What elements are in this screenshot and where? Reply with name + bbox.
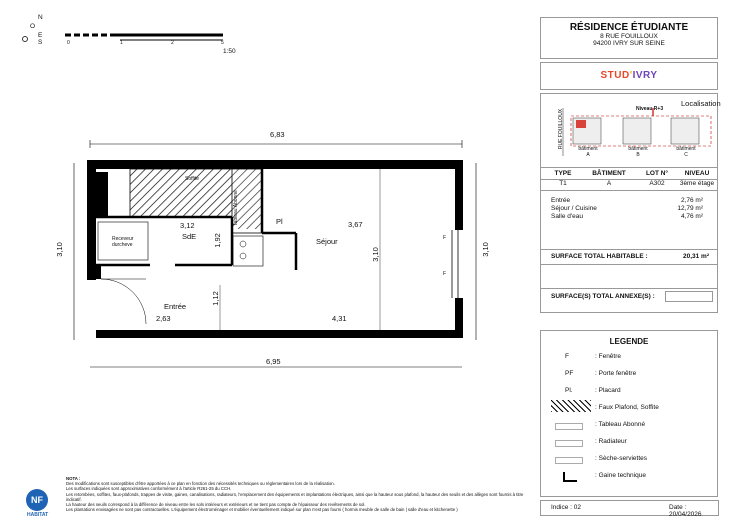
dim-entree-height: 1,12: [210, 291, 220, 306]
date: Date : 20/04/2026: [669, 504, 702, 518]
legend-label: : Placard: [595, 387, 621, 394]
dim-bottom: 6,95: [266, 357, 281, 366]
placard-icon: Pl.: [565, 387, 573, 394]
scale-tick: 5: [221, 40, 224, 46]
gaine-swatch: [563, 472, 577, 482]
legend-item: [551, 353, 711, 365]
legend-item: [551, 472, 711, 484]
compass-s: S: [38, 39, 43, 46]
scale-tick: 1: [120, 40, 123, 46]
window-mark: F: [443, 235, 447, 241]
dim-entree-width: 2,63: [156, 314, 171, 323]
dim-sde-height: 1,92: [212, 233, 222, 248]
scale-tick: 2: [171, 40, 174, 46]
legend-item: [551, 387, 711, 399]
legend-label: : Fenêtre: [595, 353, 622, 360]
localisation-title: Localisation: [681, 99, 721, 108]
brand-box: [540, 62, 718, 90]
legend-item: [551, 404, 711, 416]
compass-o: O: [30, 23, 36, 30]
legend-item: [551, 421, 711, 433]
building-c: bâtiment C: [676, 146, 696, 158]
room-row: Séjour / Cuisine 12,79 m²: [551, 205, 703, 212]
level-label: Niveau R+3: [636, 106, 664, 112]
compass-e: E: [38, 32, 43, 39]
header-box: [540, 17, 718, 59]
brand-prefix: STUD: [600, 70, 630, 81]
legend-label: : Gaine technique: [595, 472, 646, 479]
legend-item: [551, 370, 711, 382]
annex-value-box: [665, 291, 713, 302]
tableau-label: Tableau Abonné: [232, 190, 239, 226]
room-sde: SdE: [182, 232, 197, 241]
lot-box: [540, 93, 721, 313]
legend-swatch: [555, 423, 583, 430]
address-line-2: 94200 IVRY SUR SEINE: [593, 40, 665, 47]
legend-label: : Sèche-serviettes: [595, 455, 648, 462]
total-habitable: SURFACE TOTAL HABITABLE : 20,31 m²: [541, 249, 717, 265]
fenetre-icon: F: [565, 353, 569, 360]
footer-notes: NOTA : Des modifications sont susceptibles d'être apportées à ce plan en fonction des nécessités techniques ou réglementaires lors de la réalisation. Les surfaces indiquées sont approximatives conformément à l'article R261-25 du CCH. Les retombées, soffites, faux-plafonds, trappes de visite, gaines, canalisations, radiateurs, l'emplacement des équipements et implantations électriques, ainsi que la hauteur sous plafond, la hauteur des seuils et des allèges sont fournis à titre indicatif. La hauteur des seuils correspond à la différence de niveau entre les sols intérieurs et extérieurs et ne tient pas compte de l'épaisseur des revêtements de sol. Les plantations envisagées ne sont pas contractuelles. L'équipement électroménager et mobilier éventuellement indiqué sur plan n'est pas fourni ( hormis meuble de salle de bain | salle d'eau et kitchenette ): [66, 476, 524, 513]
legend-item: [551, 438, 711, 450]
room-row: Entrée 2,76 m²: [551, 197, 703, 204]
legend-label: : Radiateur: [595, 438, 627, 445]
dim-top: 6,83: [270, 130, 285, 139]
placard-label: Pl: [276, 217, 283, 226]
nf-logo: NF: [26, 489, 48, 511]
window-mark: F: [443, 271, 447, 277]
total-annexe: SURFACE(S) TOTAL ANNEXE(S) :: [541, 288, 717, 303]
dim-right: 3,10: [480, 242, 490, 257]
brand-separator: ': [629, 70, 633, 81]
indice: Indice : 02: [551, 504, 581, 511]
dim-sde-width: 3,12: [180, 221, 195, 230]
porte-fenetre-icon: PF: [565, 370, 574, 377]
dim-sejour-bottom: 4,31: [332, 314, 347, 323]
residence-title: RÉSIDENCE ÉTUDIANTE: [569, 22, 689, 33]
dim-left: 3,10: [54, 242, 64, 257]
brand-suffix: IVRY: [632, 70, 658, 81]
room-sejour: Séjour: [316, 237, 338, 246]
soffite-label: Soffite: [185, 176, 200, 182]
address-line-1: 8 RUE FOUILLOUX: [600, 33, 658, 40]
building-b: bâtiment B: [628, 146, 648, 158]
street-label: RUE FOUILLOUX: [558, 108, 565, 150]
dim-sejour-height: 3,10: [370, 247, 380, 262]
dim-sejour-width: 3,67: [348, 220, 363, 229]
nf-logo-sub: HABITAT: [27, 512, 49, 518]
legend-label: : Porte fenêtre: [595, 370, 637, 377]
legend-title: LEGENDE: [609, 337, 649, 346]
footer-bar: [540, 500, 719, 516]
compass-n: N: [38, 14, 43, 21]
brand-logo: [541, 70, 717, 81]
legend-label: : Faux Plafond, Soffite: [595, 404, 659, 411]
hatch-swatch: [551, 400, 591, 412]
legend-swatch: [555, 457, 583, 464]
room-row: Salle d'eau 4,76 m²: [551, 213, 703, 220]
scale-label: 1:50: [223, 48, 236, 55]
legend-swatch: [555, 440, 583, 447]
legend-label: : Tableau Abonné: [595, 421, 646, 428]
scale-tick: 0: [67, 40, 70, 46]
room-entree: Entrée: [164, 302, 187, 311]
lot-table-values: T1 A A302 3ème étage: [541, 180, 717, 191]
lot-table-header: TYPE BÂTIMENT LOT N° NIVEAU: [541, 167, 717, 180]
legend-box: [540, 330, 718, 497]
receveur-label: Receveur durcheve: [112, 236, 134, 248]
legend-item: [551, 455, 711, 467]
building-a: bâtiment A: [578, 146, 598, 158]
